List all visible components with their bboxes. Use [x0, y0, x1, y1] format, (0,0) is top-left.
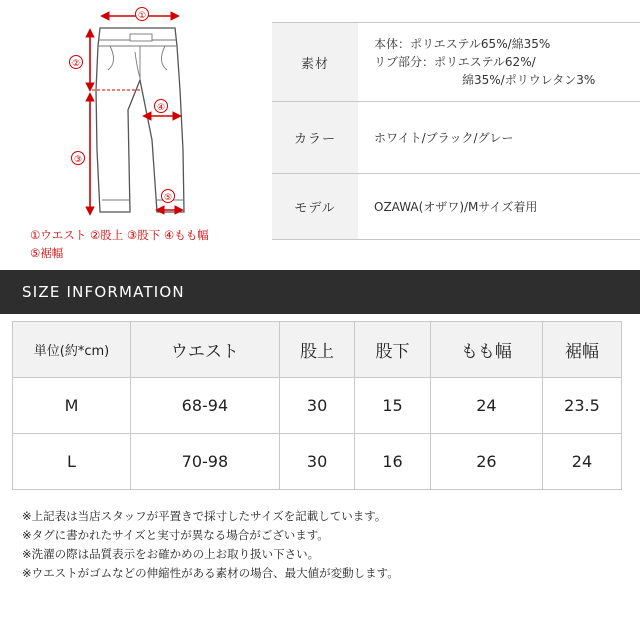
note-line: ※タグに書かれたサイズと実寸が異なる場合がございます。	[22, 528, 329, 542]
table-cell: 23.5	[542, 378, 621, 434]
header-hem: 裾幅	[542, 322, 621, 378]
size-table-header	[13, 322, 622, 378]
marker-2: ②	[71, 59, 81, 69]
header-unit: 単位(約*cm)	[13, 322, 131, 378]
note-line: ※洗濯の際は品質表示をお確かめの上お取り扱い下さい。	[22, 547, 320, 561]
size-table	[12, 321, 622, 490]
table-cell: 15	[355, 378, 430, 434]
table-row	[13, 378, 622, 434]
product-spec-table	[272, 22, 640, 240]
header-inseam: 股下	[355, 322, 430, 378]
table-cell: 24	[430, 378, 542, 434]
size-label: M	[13, 378, 131, 434]
marker-1: ①	[137, 11, 147, 21]
pants-measurement-diagram	[0, 0, 270, 265]
measurement-notes	[22, 507, 399, 583]
marker-4: ④	[156, 103, 166, 113]
header-thigh: もも幅	[430, 322, 542, 378]
spec-value-line: 本体：ポリエステル65%/綿35%	[374, 37, 551, 51]
table-cell: 70-98	[131, 434, 280, 490]
marker-5: ⑤	[163, 193, 173, 203]
spec-value: OZAWA(オザワ)/Mサイズ着用	[358, 174, 640, 240]
spec-value-line: リブ部分：ポリエステル62%/	[374, 55, 536, 69]
header-rise: 股上	[279, 322, 354, 378]
pants-illustration	[0, 0, 270, 225]
table-cell: 30	[279, 434, 354, 490]
spec-key: モデル	[272, 174, 358, 240]
note-line: ※上記表は当店スタッフが平置きで採寸したサイズを記載しています。	[22, 509, 387, 523]
spec-row-color	[272, 102, 640, 174]
table-cell: 24	[542, 434, 621, 490]
table-row	[13, 434, 622, 490]
spec-row-model	[272, 174, 640, 240]
header-waist: ウエスト	[131, 322, 280, 378]
spec-row-material	[272, 23, 640, 102]
measurement-legend-line1: ①ウエスト ②股上 ③股下 ④もも幅	[30, 228, 209, 242]
spec-value: ホワイト/ブラック/グレー	[358, 102, 640, 174]
section-title: SIZE INFORMATION	[22, 283, 185, 301]
note-line: ※ウエストがゴムなどの伸縮性がある素材の場合、最大値が変動します。	[22, 566, 399, 580]
spec-value-line: 綿35%/ポリウレタン3%	[462, 73, 596, 87]
size-label: L	[13, 434, 131, 490]
table-cell: 26	[430, 434, 542, 490]
table-cell: 16	[355, 434, 430, 490]
size-information-bar	[0, 270, 640, 314]
table-cell: 68-94	[131, 378, 280, 434]
spec-key: カラー	[272, 102, 358, 174]
marker-3: ③	[73, 155, 83, 165]
spec-key: 素材	[272, 23, 358, 102]
spec-value	[358, 23, 640, 102]
measurement-legend-line2: ⑤裾幅	[30, 246, 64, 260]
table-cell: 30	[279, 378, 354, 434]
